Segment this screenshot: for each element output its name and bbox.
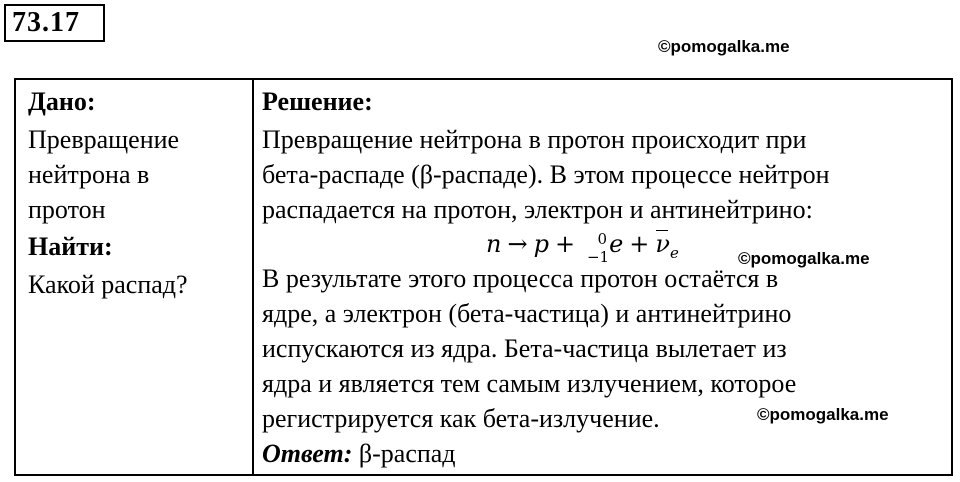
- given-header: Дано:: [28, 87, 96, 116]
- solution-table: [14, 78, 953, 476]
- antineutrino-subscript: e: [669, 244, 679, 262]
- formula-electron: e: [609, 230, 624, 258]
- formula-plus: +: [629, 230, 650, 258]
- find-header: Найти:: [28, 232, 113, 261]
- solution-line: ядре, а электрон (бета-частица) и антинейтрино: [262, 299, 792, 328]
- solution-line: регистрируется как бета-излучение.: [262, 404, 660, 433]
- antineutrino-bar: [656, 230, 668, 231]
- given-line: нейтрона в: [28, 160, 150, 189]
- solution-header: Решение:: [262, 87, 373, 116]
- antineutrino-symbol: ν: [655, 230, 670, 258]
- watermark: ©pomogalka.me: [738, 249, 870, 268]
- formula-arrow: →: [507, 230, 528, 258]
- answer-value: β-распад: [358, 439, 456, 468]
- formula-proton: p: [533, 230, 549, 258]
- column-divider: [252, 80, 254, 474]
- solution-line: В результате этого процесса протон остаётся в: [262, 264, 779, 293]
- formula-antineutrino: [655, 227, 678, 264]
- solution-line: Превращение нейтрона в протон происходит при: [262, 125, 807, 154]
- answer-line: [262, 436, 952, 471]
- formula-electron-isotope: [581, 228, 610, 266]
- given-line: протон: [28, 195, 106, 224]
- find-text: Какой распад?: [28, 270, 188, 299]
- formula-electron-mass: 0: [597, 230, 608, 248]
- solution-line: испускаются из ядра. Бета-частица вылетает из: [262, 334, 787, 363]
- solution-line: бета-распаде (β-распаде). В этом процессе нейтрон: [262, 160, 830, 189]
- formula-neutron: n: [486, 230, 502, 258]
- problem-number: 73.17: [4, 4, 105, 42]
- solution-column: [262, 84, 952, 471]
- decay-formula: [262, 227, 952, 266]
- watermark: ©pomogalka.me: [658, 37, 790, 56]
- answer-label: Ответ:: [262, 439, 353, 468]
- watermark: ©pomogalka.me: [757, 405, 889, 424]
- solution-line: ядра и является тем самым излучением, которое: [262, 369, 797, 398]
- given-column: [28, 84, 246, 302]
- formula-plus: +: [554, 230, 576, 258]
- formula-electron-charge: −1: [586, 248, 610, 266]
- given-line: Превращение: [28, 125, 180, 154]
- solution-line: распадается на протон, электрон и антинейтрино:: [262, 195, 813, 224]
